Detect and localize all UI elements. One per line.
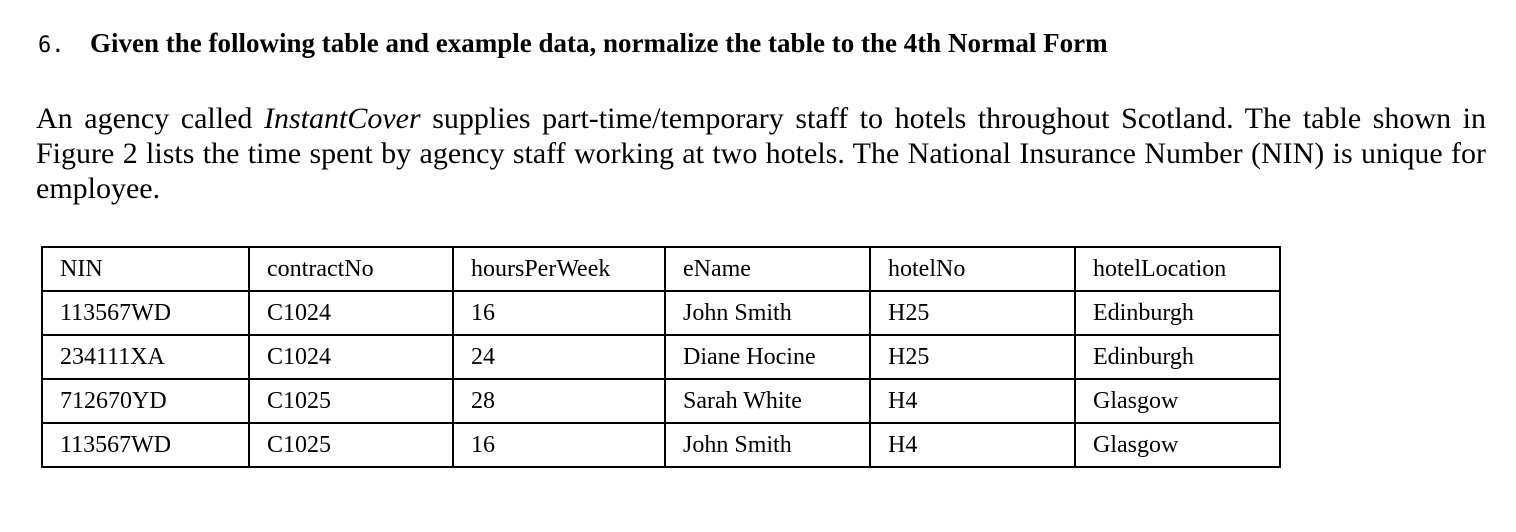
cell-hotel-no: H25 [870,291,1075,335]
header-hours-per-week: hoursPerWeek [453,247,665,291]
table-row [42,291,1280,335]
table-row [42,423,1280,467]
cell-hotel-location: Glasgow [1075,423,1280,467]
header-hotel-no: hotelNo [870,247,1075,291]
cell-hours-per-week: 28 [453,379,665,423]
cell-hotel-location: Edinburgh [1075,335,1280,379]
cell-contract-no: C1024 [249,335,453,379]
staff-hotel-table-container [41,246,1281,468]
cell-nin: 113567WD [42,291,249,335]
cell-contract-no: C1025 [249,379,453,423]
cell-hours-per-week: 16 [453,423,665,467]
cell-hours-per-week: 16 [453,291,665,335]
cell-ename: John Smith [665,423,870,467]
header-nin: NIN [42,247,249,291]
paragraph-text-start: An agency called [36,102,264,135]
cell-hotel-location: Edinburgh [1075,291,1280,335]
header-hotel-location: hotelLocation [1075,247,1280,291]
paragraph-text-rest: supplies part-time/temporary staff to hotels throughout Scotland. The table shown in Figure 2 lists the time spent by agency staff working at two hotels. The National Insurance Number (NIN) is unique for employee. [36,102,1486,205]
cell-hotel-no: H25 [870,335,1075,379]
cell-hotel-location: Glasgow [1075,379,1280,423]
cell-nin: 712670YD [42,379,249,423]
cell-ename: Sarah White [665,379,870,423]
cell-hours-per-week: 24 [453,335,665,379]
cell-contract-no: C1024 [249,291,453,335]
header-ename: eName [665,247,870,291]
question-number: 6. [38,33,65,58]
cell-ename: Diane Hocine [665,335,870,379]
header-contract-no: contractNo [249,247,453,291]
cell-nin: 113567WD [42,423,249,467]
table-row [42,335,1280,379]
cell-hotel-no: H4 [870,423,1075,467]
cell-ename: John Smith [665,291,870,335]
table-header-row [42,247,1280,291]
question-title: Given the following table and example data, normalize the table to the 4th Normal Form [90,28,1108,58]
cell-contract-no: C1025 [249,423,453,467]
description-paragraph [36,101,1486,206]
cell-nin: 234111XA [42,335,249,379]
agency-name: InstantCover [264,102,421,135]
cell-hotel-no: H4 [870,379,1075,423]
staff-hotel-table [41,246,1281,468]
question-heading [38,28,1498,68]
table-row [42,379,1280,423]
